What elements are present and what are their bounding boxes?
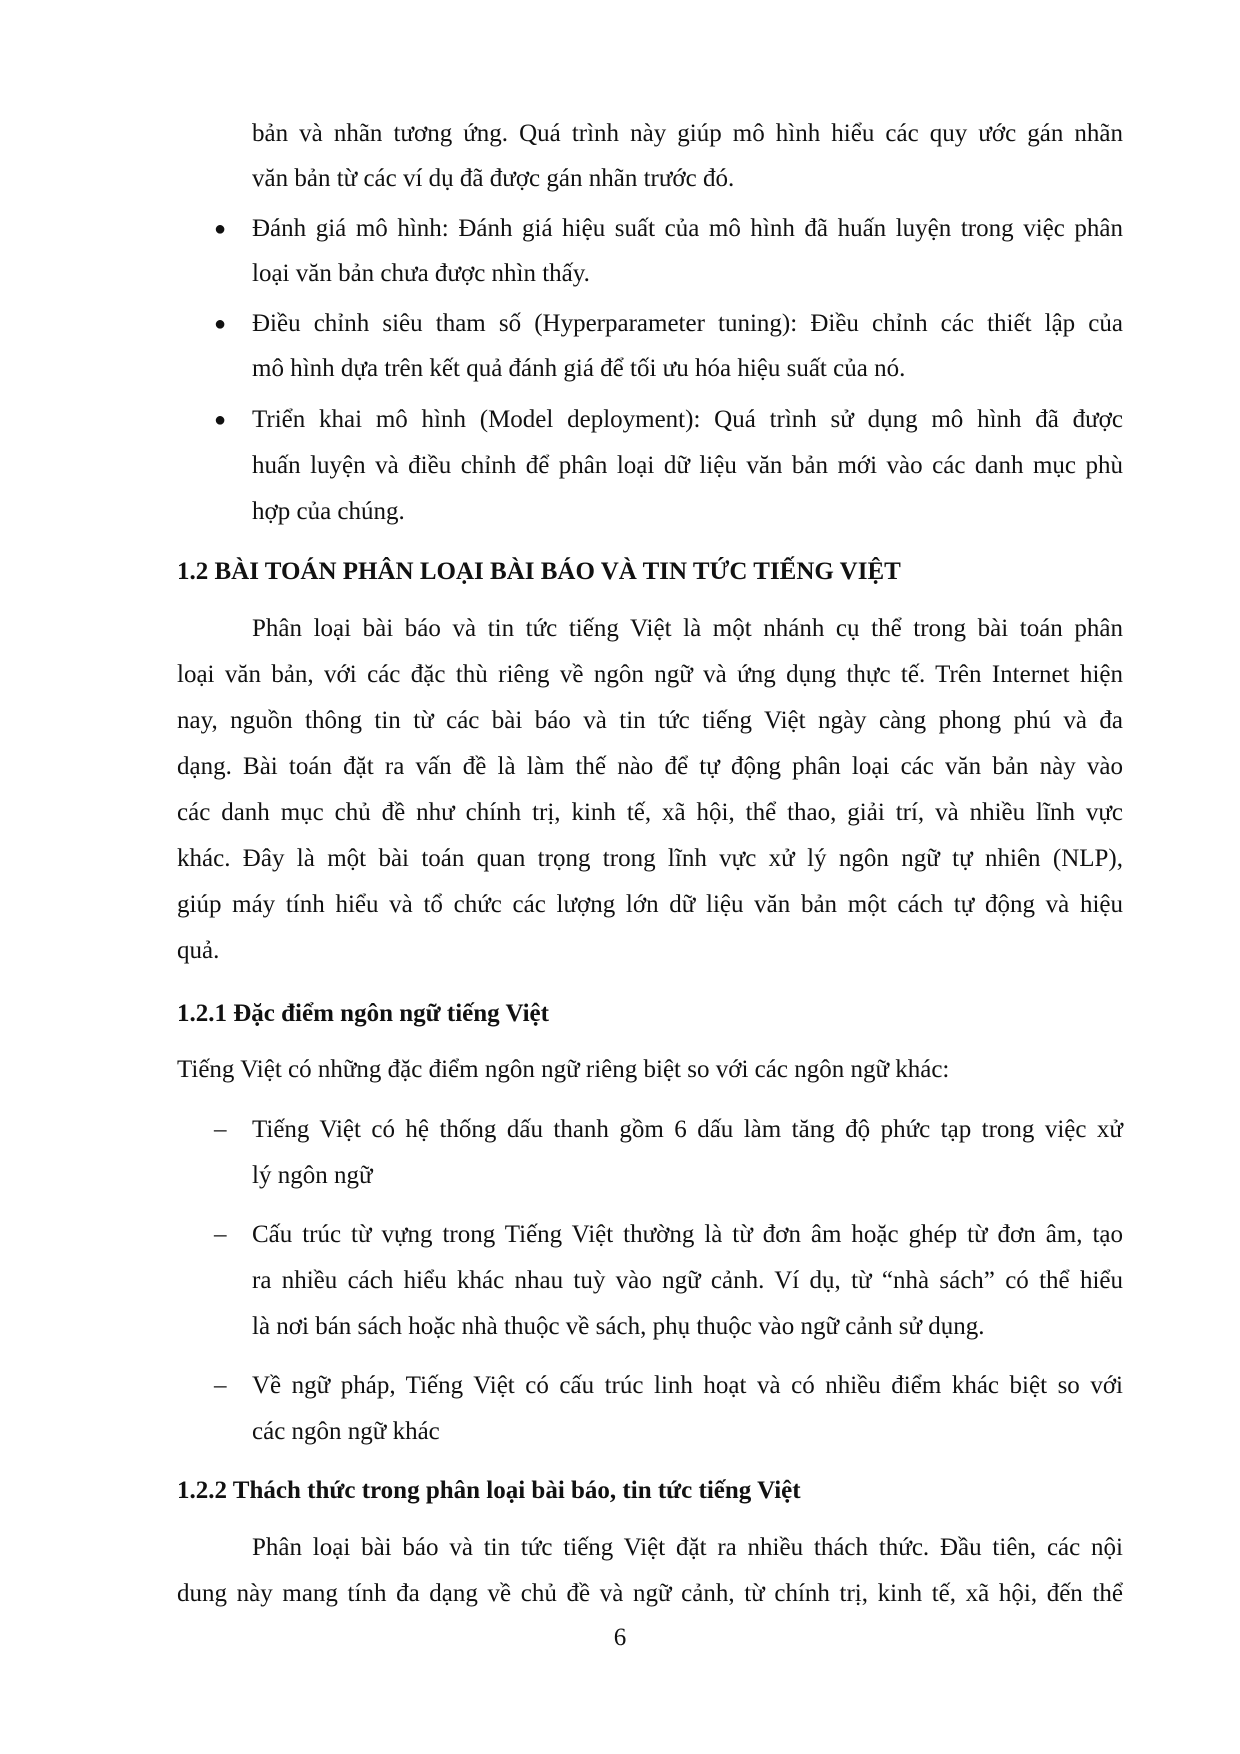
subsection-heading: 1.2.1 Đặc điểm ngôn ngữ tiếng Việt: [177, 1000, 549, 1027]
paragraph-line: khác. Đây là một bài toán quan trọng trong lĩnh vực xử lý ngôn ngữ tự nhiên (NLP),: [177, 845, 1123, 872]
bullet-icon: ●: [214, 218, 227, 240]
dash-item-line: là nơi bán sách hoặc nhà thuộc về sách, phụ thuộc vào ngữ cảnh sử dụng.: [252, 1313, 985, 1340]
dash-marker: –: [214, 1116, 227, 1143]
dash-item-line: Cấu trúc từ vựng trong Tiếng Việt thường là từ đơn âm hoặc ghép từ đơn âm, tạo: [252, 1221, 1123, 1248]
bullet-item-line: mô hình dựa trên kết quả đánh giá để tối ưu hóa hiệu suất của nó.: [252, 355, 906, 382]
paragraph-line: nay, nguồn thông tin từ các bài báo và tin tức tiếng Việt ngày càng phong phú và đa: [177, 707, 1123, 734]
section-heading: 1.2 BÀI TOÁN PHÂN LOẠI BÀI BÁO VÀ TIN TỨC TIẾNG VIỆT: [177, 558, 901, 585]
bullet-icon: ●: [214, 313, 227, 335]
bullet-item-line: hợp của chúng.: [252, 498, 405, 525]
dash-item-line: ra nhiều cách hiểu khác nhau tuỳ vào ngữ cảnh. Ví dụ, từ “nhà sách” có thể hiểu: [252, 1267, 1123, 1294]
paragraph-line: Phân loại bài báo và tin tức tiếng Việt đặt ra nhiều thách thức. Đầu tiên, các nội: [252, 1534, 1123, 1561]
dash-item-line: lý ngôn ngữ: [252, 1162, 373, 1189]
paragraph-line: Phân loại bài báo và tin tức tiếng Việt là một nhánh cụ thể trong bài toán phân: [252, 615, 1123, 642]
dash-marker: –: [214, 1372, 227, 1399]
dash-marker: –: [214, 1221, 227, 1248]
paragraph-line: quả.: [177, 937, 220, 964]
bullet-item-line: Triển khai mô hình (Model deployment): Quá trình sử dụng mô hình đã được: [252, 406, 1123, 433]
paragraph-line: loại văn bản, với các đặc thù riêng về ngôn ngữ và ứng dụng thực tế. Trên Internet hiện: [177, 661, 1123, 688]
bullet-item-line: huấn luyện và điều chỉnh để phân loại dữ liệu văn bản mới vào các danh mục phù: [252, 452, 1123, 479]
bullet-item-line: Đánh giá mô hình: Đánh giá hiệu suất của mô hình đã huấn luyện trong việc phân: [252, 215, 1123, 242]
dash-item-line: Về ngữ pháp, Tiếng Việt có cấu trúc linh hoạt và có nhiều điểm khác biệt so với: [252, 1372, 1123, 1399]
bullet-item-line: Điều chỉnh siêu tham số (Hyperparameter tuning): Điều chỉnh các thiết lập của: [252, 310, 1123, 337]
paragraph-line: các danh mục chủ đề như chính trị, kinh tế, xã hội, thể thao, giải trí, và nhiều lĩnh vực: [177, 799, 1123, 826]
text-line: văn bản từ các ví dụ đã được gán nhãn trước đó.: [252, 165, 735, 192]
paragraph-line: Tiếng Việt có những đặc điểm ngôn ngữ riêng biệt so với các ngôn ngữ khác:: [177, 1056, 950, 1083]
dash-item-line: Tiếng Việt có hệ thống dấu thanh gồm 6 dấu làm tăng độ phức tạp trong việc xử: [252, 1116, 1123, 1143]
bullet-icon: ●: [214, 409, 227, 431]
paragraph-line: dung này mang tính đa dạng về chủ đề và ngữ cảnh, từ chính trị, kinh tế, xã hội, đến thể: [177, 1580, 1123, 1607]
text-line: bản và nhãn tương ứng. Quá trình này giúp mô hình hiểu các quy ước gán nhãn: [252, 120, 1123, 147]
page-number: 6: [613, 1624, 627, 1651]
paragraph-line: dạng. Bài toán đặt ra vấn đề là làm thế nào để tự động phân loại các văn bản này vào: [177, 753, 1123, 780]
dash-item-line: các ngôn ngữ khác: [252, 1418, 440, 1445]
subsection-heading: 1.2.2 Thách thức trong phân loại bài báo, tin tức tiếng Việt: [177, 1477, 801, 1504]
bullet-item-line: loại văn bản chưa được nhìn thấy.: [252, 260, 590, 287]
paragraph-line: giúp máy tính hiểu và tổ chức các lượng lớn dữ liệu văn bản một cách tự động và hiệu: [177, 891, 1123, 918]
